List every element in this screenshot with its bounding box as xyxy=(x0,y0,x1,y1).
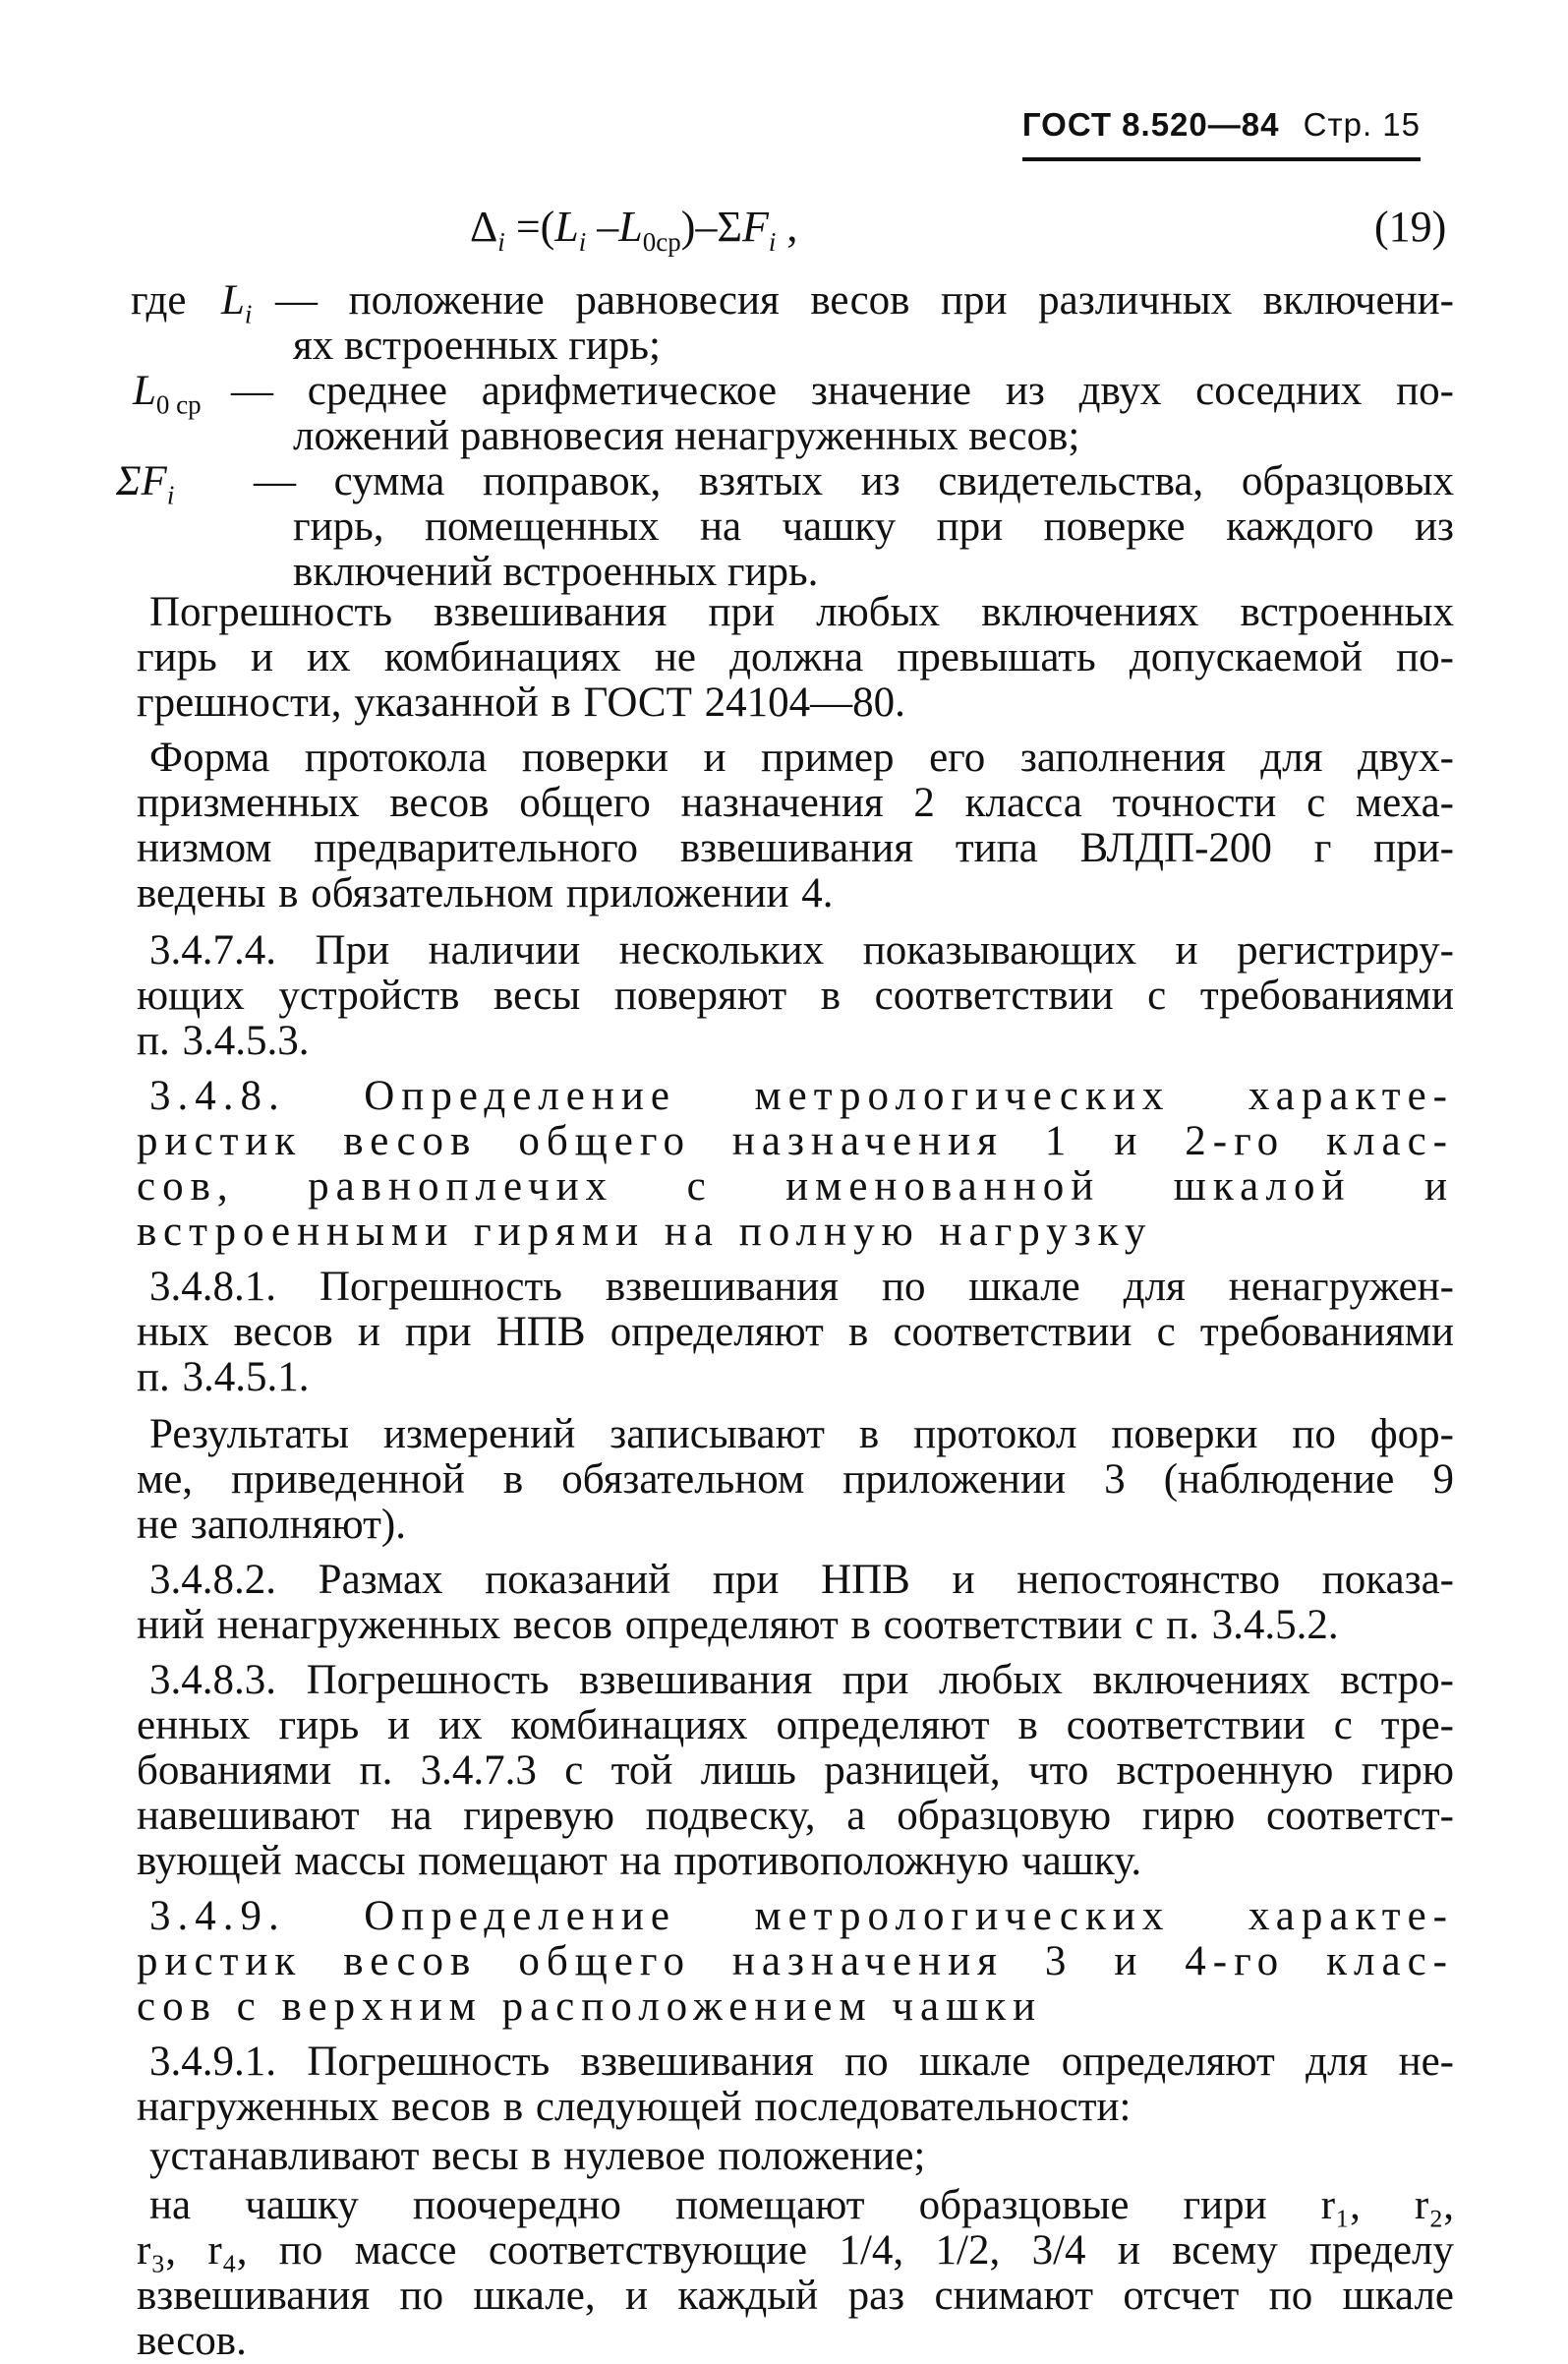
formula-19 xyxy=(0,205,1568,264)
symbol-sub: i xyxy=(244,299,253,329)
definition-Li xyxy=(0,278,1568,369)
text-line: нагруженных весов в следующей последовательности: xyxy=(137,2084,1132,2130)
text-line: 3.4.9.1. Погрешность взвешивания по шкале определяют для не- xyxy=(149,2039,1454,2085)
definition-line xyxy=(293,324,1454,369)
definitions xyxy=(0,278,1568,595)
paragraph xyxy=(131,1558,1454,1648)
text-line: сов с верхним расположением чашки xyxy=(137,1983,1043,2030)
text-line: 3.4.8. Определение метрологических характе- xyxy=(149,1073,1454,1119)
text-line: весов. xyxy=(137,2318,247,2364)
text-line: ний ненагруженных весов определяют в соответствии с п. 3.4.5.2. xyxy=(137,1602,1339,1648)
definition-line xyxy=(231,369,1454,414)
definition-text: гирь, помещенных на чашку при поверке каждого из xyxy=(293,503,1454,550)
formula-L0: L xyxy=(618,203,643,251)
definition-line xyxy=(293,414,1454,459)
text-line: вующей массы помещают на противоположную чашку. xyxy=(137,1838,1142,1884)
paragraph xyxy=(131,1412,1454,1548)
text-line: ристик весов общего назначения 3 и 4-го клас- xyxy=(137,1938,1454,1984)
text-line: 3.4.8.3. Погрешность взвешивания при любых включениях встро- xyxy=(149,1657,1454,1703)
definition-line xyxy=(254,459,1454,504)
definition-line xyxy=(293,504,1454,550)
paragraph xyxy=(131,736,1454,916)
definition-lead: где xyxy=(131,277,187,324)
text-line: ристик весов общего назначения 1 и 2-го клас- xyxy=(137,1118,1454,1164)
definition-symbol xyxy=(221,278,252,337)
formula-F: F xyxy=(742,203,769,251)
text-line: ведены в обязательном приложении 4. xyxy=(137,870,834,916)
formula-F-sub: i xyxy=(768,226,777,257)
definition-text: ях встроенных гирь; xyxy=(293,323,661,369)
symbol-sub: 0 ср xyxy=(155,389,202,420)
text-line: устанавливают весы в нулевое положение; xyxy=(149,2133,926,2179)
definition-SFi xyxy=(0,459,1568,595)
formula-delta-sub: i xyxy=(497,226,505,257)
text-line: ных весов и при НПВ определяют в соответствии с требованиями xyxy=(137,1309,1454,1355)
text-line: п. 3.4.5.1. xyxy=(137,1354,310,1400)
text-line: енных гирь и их комбинациях определяют в соответствии с тре- xyxy=(137,1702,1454,1748)
body-text xyxy=(131,590,1454,2364)
text-line: взвешивания по шкале, и каждый раз снимают отсчет по шкале xyxy=(137,2273,1454,2319)
paragraph xyxy=(131,1658,1454,1884)
formula-delta: Δ xyxy=(470,203,498,251)
text-line: ме, приведенной в обязательном приложении 3 (наблюдение 9 xyxy=(137,1456,1454,1503)
paragraph xyxy=(131,1265,1454,1400)
page-number: Стр. 15 xyxy=(1303,106,1421,143)
text-line: 3.4.8.1. Погрешность взвешивания по шкале для ненагружен- xyxy=(149,1264,1454,1310)
formula-L: L xyxy=(554,203,579,251)
text-line: п. 3.4.5.3. xyxy=(137,1018,310,1064)
equation-number: (19) xyxy=(1374,203,1447,251)
section-heading xyxy=(131,1074,1454,1255)
paragraph xyxy=(131,2039,1454,2130)
definition-text: — положение равновесия весов при различных включени- xyxy=(275,277,1454,324)
text-line: призменных весов общего назначения 2 класса точности с меха- xyxy=(137,780,1454,826)
text-line: гирь и их комбинациях не должна превышать допускаемой по- xyxy=(137,634,1454,680)
definition-text: включений встроенных гирь. xyxy=(293,549,819,595)
formula-comma: , xyxy=(776,203,798,251)
text-line: не заполняют). xyxy=(137,1502,406,1548)
paragraphs xyxy=(131,590,1454,2364)
page-header xyxy=(1022,102,1421,161)
text-line: r₃, r₄, по массе соответствующие 1/4, 1/2, 3/4 и всему пределу xyxy=(137,2227,1454,2274)
formula-L-sub: i xyxy=(578,226,587,257)
text-line: 3.4.8.2. Размах показаний при НПВ и непостоянство показа- xyxy=(149,1557,1454,1603)
paragraph xyxy=(131,2183,1454,2364)
formula-close: )–Σ xyxy=(680,203,743,251)
definition-text: — среднее арифметическое значение из двух соседних по- xyxy=(231,368,1454,414)
text-line: бованиями п. 3.4.7.3 с той лишь разницей, что встроенную гирю xyxy=(137,1747,1454,1794)
text-line: 3.4.9. Определение метрологических характе- xyxy=(149,1893,1454,1939)
definition-symbol xyxy=(133,369,202,428)
text-line: навешивают на гиревую подвеску, а образцовую гирю соответст- xyxy=(137,1793,1454,1839)
text-line: встроенными гирями на полную нагрузку xyxy=(137,1209,1153,1255)
formula-L0-sub: 0ср xyxy=(642,226,681,257)
section-heading xyxy=(131,1894,1454,2030)
text-line: Погрешность взвешивания при любых включениях встроенных xyxy=(149,589,1454,635)
text-line: грешности, указанной в ГОСТ 24104—80. xyxy=(137,680,905,726)
text-line: низмом предварительного взвешивания типа ВЛДП-200 г при- xyxy=(137,825,1454,871)
definition-line xyxy=(275,278,1454,324)
text-line: 3.4.7.4. При наличии нескольких показывающих и регистриру- xyxy=(149,927,1454,974)
definition-L0cp xyxy=(0,369,1568,459)
text-line: ющих устройств весы поверяют в соответствии с требованиями xyxy=(137,973,1454,1019)
definition-text: — сумма поправок, взятых из свидетельства, образцовых xyxy=(254,458,1454,504)
text-line: Результаты измерений записывают в протокол поверки по фор- xyxy=(149,1411,1454,1457)
formula-eq: =( xyxy=(504,203,555,251)
paragraph xyxy=(131,928,1454,1064)
symbol-L0: L xyxy=(133,368,156,414)
formula-expression xyxy=(470,205,797,265)
definition-symbol xyxy=(116,459,174,518)
text-line: сов, равноплечих с именованной шкалой и xyxy=(137,1163,1454,1210)
paragraph xyxy=(131,2134,1454,2179)
text-line: на чашку поочередно помещают образцовые гири r₁, r₂, xyxy=(149,2182,1454,2228)
standard-number: ГОСТ 8.520—84 xyxy=(1021,106,1280,143)
definition-text: ложений равновесия ненагруженных весов; xyxy=(293,413,1080,459)
symbol-L: L xyxy=(221,277,245,324)
text-line: Форма протокола поверки и пример его заполнения для двух- xyxy=(149,735,1454,781)
symbol-sub: i xyxy=(166,480,175,510)
paragraph xyxy=(131,590,1454,726)
formula-minus: – xyxy=(586,203,619,251)
symbol-SF: ΣF xyxy=(116,458,167,504)
